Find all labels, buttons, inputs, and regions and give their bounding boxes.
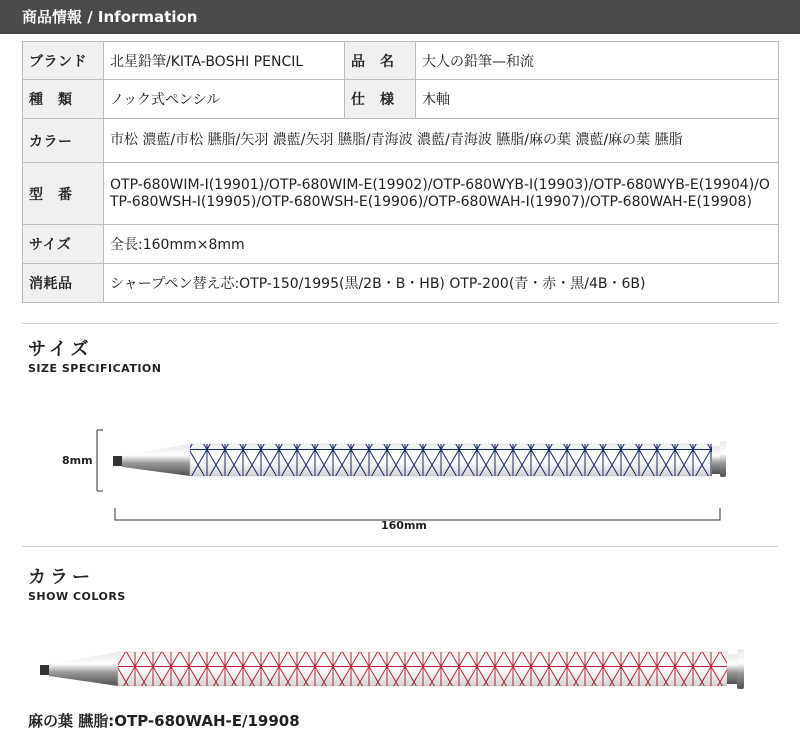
knock-button bbox=[720, 441, 726, 477]
metal-tip-cone bbox=[49, 652, 118, 686]
brand-value: 北星鉛筆/KITA-BOSHI PENCIL bbox=[104, 42, 345, 80]
pencil-color-sample bbox=[40, 649, 744, 689]
brand-label: ブランド bbox=[23, 42, 104, 80]
lead-tip bbox=[113, 456, 122, 466]
color-section-subtitle: SHOW COLORS bbox=[28, 590, 126, 603]
pencil-size-diagram bbox=[113, 441, 726, 477]
model-label: 型 番 bbox=[23, 163, 104, 225]
size-section-subtitle: SIZE SPECIFICATION bbox=[28, 362, 162, 375]
type-value: ノック式ペンシル bbox=[104, 80, 345, 119]
color-value: 市松 濃藍/市松 臙脂/矢羽 濃藍/矢羽 臙脂/青海波 濃藍/青海波 臙脂/麻の葉 濃藍/麻の葉 臙脂 bbox=[104, 119, 779, 163]
color-caption: 麻の葉 臙脂:OTP-680WAH-E/19908 bbox=[28, 712, 300, 730]
spec-label: 仕 様 bbox=[345, 80, 416, 119]
lead-tip bbox=[40, 665, 49, 675]
refill-label: 消耗品 bbox=[23, 264, 104, 303]
diameter-label: 8mm bbox=[62, 454, 93, 467]
color-label: カラー bbox=[23, 119, 104, 163]
size-label: サイズ bbox=[23, 225, 104, 264]
type-label: 種 類 bbox=[23, 80, 104, 119]
info-header-title: 商品情報 / Information bbox=[22, 8, 198, 26]
color-section-title: カラー bbox=[28, 567, 94, 588]
size-value: 全長:160mm×8mm bbox=[104, 225, 779, 264]
length-label: 160mm bbox=[381, 519, 427, 532]
size-section-title: サイズ bbox=[28, 339, 93, 360]
diameter-bracket bbox=[97, 430, 103, 491]
model-value: OTP-680WIM-I(19901)/OTP-680WIM-E(19902)/OTP-680WYB-I(19903)/OTP-680WYB-E(19904)/OTP-680WSH-I(19905)/OTP-680WSH-E(19906)/OTP-680WAH-I(19907)/OTP-680WAH-E(19908) bbox=[104, 163, 779, 225]
length-dimension-line bbox=[115, 508, 720, 520]
pencil-end-ring bbox=[712, 446, 720, 474]
pencil-end-ring bbox=[727, 654, 737, 684]
refill-value: シャープペン替え芯:OTP-150/1995(黒/2B・B・HB) OTP-200(青・赤・黒/4B・6B) bbox=[104, 264, 779, 303]
product-name-value: 大人の鉛筆—和流 bbox=[416, 42, 779, 80]
spec-value: 木軸 bbox=[416, 80, 779, 119]
metal-tip-cone bbox=[122, 444, 190, 476]
product-name-label: 品 名 bbox=[345, 42, 416, 80]
knock-button bbox=[737, 649, 744, 689]
